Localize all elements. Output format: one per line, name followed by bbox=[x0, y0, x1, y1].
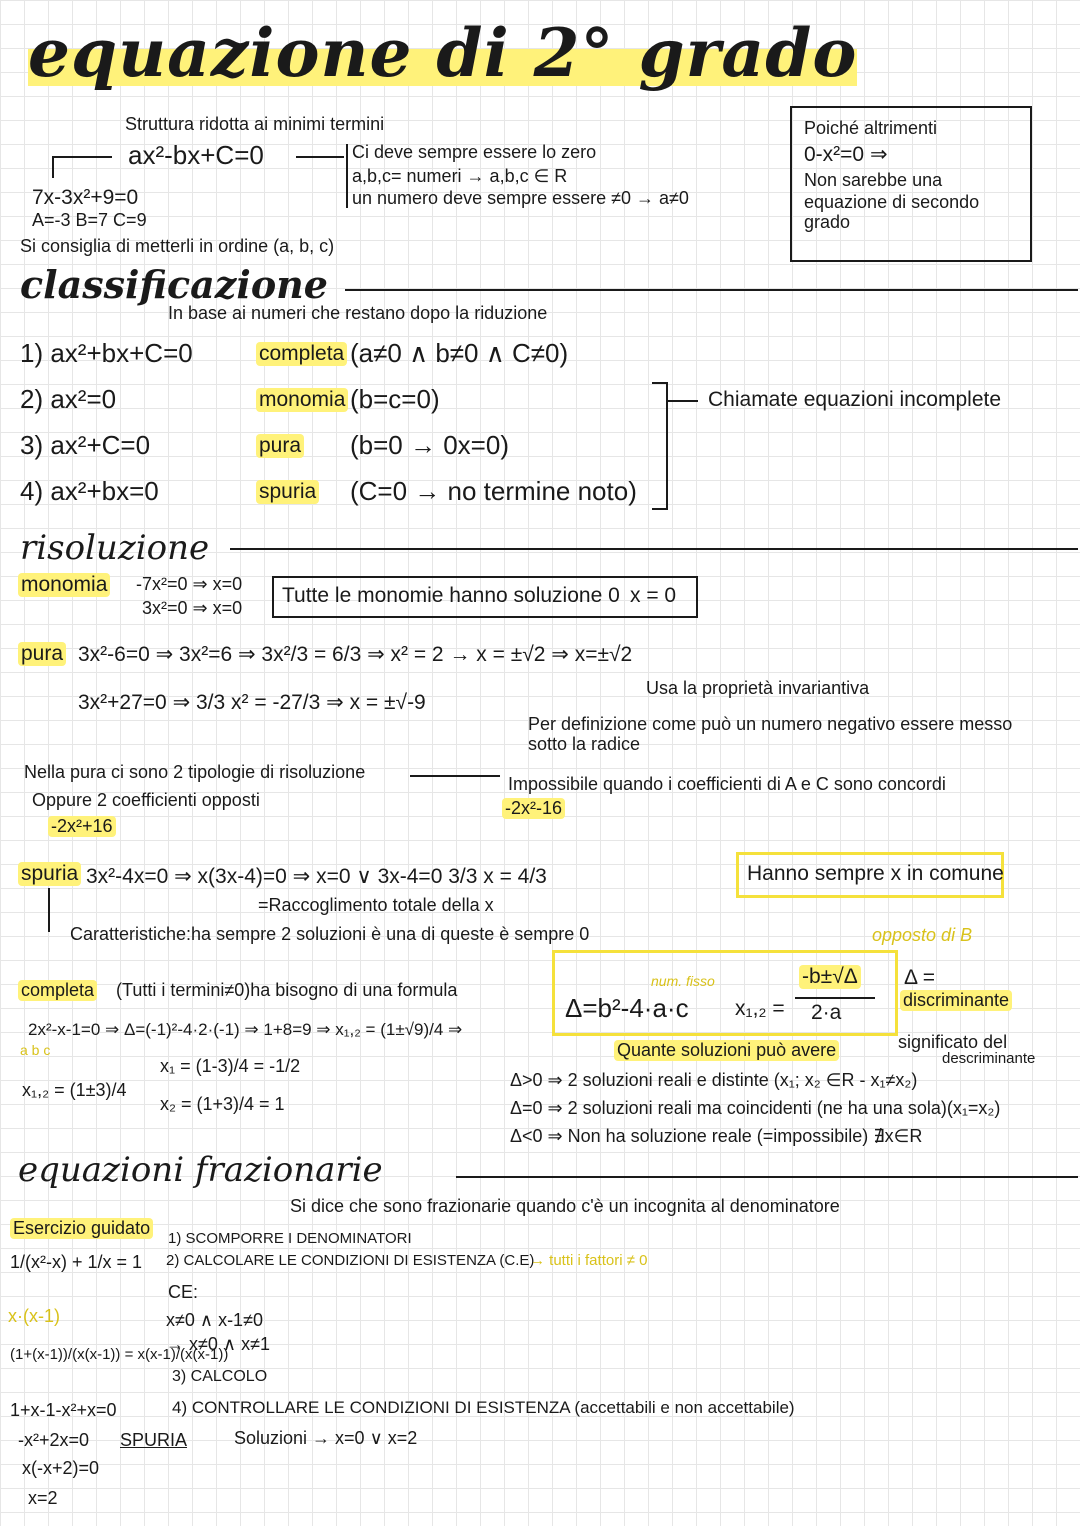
frac-eq3: (1+(x-1))/(x(x-1)) = x(x-1)/(x(x-1)) bbox=[10, 1346, 229, 1363]
discriminante-label: discriminante bbox=[900, 990, 1012, 1011]
example-x2: x₂ = (1+3)/4 = 1 bbox=[160, 1094, 285, 1114]
class-eq-4: 4) ax²+bx=0 bbox=[20, 476, 159, 506]
x12-numerator: -b±√Δ bbox=[799, 965, 861, 989]
box-line: equazione di secondo bbox=[804, 192, 980, 212]
example-equation: 7x-3x²+9=0 bbox=[32, 186, 139, 209]
example-x12: x₁,₂ = (1±3)/4 bbox=[22, 1080, 127, 1100]
delta-formula: Δ=b²-4·a·c bbox=[565, 993, 689, 1023]
class-name-2: monomia bbox=[256, 388, 348, 412]
significato-2: descriminante bbox=[942, 1050, 1036, 1067]
soluzioni: Soluzioni → x=0 ∨ x=2 bbox=[234, 1428, 418, 1448]
completa-example: 2x²-x-1=0 ⇒ Δ=(-1)²-4·2·(-1) ⇒ 1+8=9 ⇒ x₁,₂ = (1±√9)/4 ⇒ bbox=[28, 1020, 463, 1039]
section-rule bbox=[345, 289, 1078, 291]
class-cond-3: (b=0 → 0x=0) bbox=[350, 430, 509, 460]
pura-note2a: Per definizione come può un numero negativo essere messo bbox=[528, 714, 1013, 734]
general-formula: ax²-bx+C=0 bbox=[128, 140, 264, 170]
frac-eq7: x=2 bbox=[28, 1488, 58, 1508]
connector-line bbox=[52, 156, 112, 158]
monomia-box-text: Tutte le monomie hanno soluzione 0 bbox=[282, 584, 620, 607]
spuria-caratteristiche: Caratteristiche:ha sempre 2 soluzioni è una di queste è sempre 0 bbox=[70, 924, 590, 944]
x12-label: x₁,₂ = bbox=[735, 997, 785, 1020]
structure-label: Struttura ridotta ai minimi termini bbox=[125, 114, 385, 134]
pura-eq2: 3x²+27=0 ⇒ 3/3 x² = -27/3 ⇒ x = ±√-9 bbox=[78, 691, 426, 714]
x12-denominator: 2·a bbox=[811, 1001, 842, 1024]
pura-tip bbox=[24, 762, 365, 783]
bracket bbox=[346, 144, 348, 208]
frac-eq1: 1/(x²-x) + 1/x = 1 bbox=[10, 1252, 143, 1272]
monomia-box-x: x = 0 bbox=[630, 584, 677, 607]
frac-eq5: -x²+2x=0 bbox=[18, 1430, 90, 1450]
step-2-note: → tutti i fattori ≠ 0 bbox=[530, 1252, 648, 1269]
spuria-connector bbox=[48, 888, 50, 932]
example-x1: x₁ = (1-3)/4 = -1/2 bbox=[160, 1056, 301, 1076]
pura-note1: Usa la proprietà invariantiva bbox=[646, 678, 870, 698]
section-rule bbox=[456, 1176, 1078, 1178]
frac-eq2: x·(x-1) bbox=[8, 1306, 60, 1326]
section-heading-classificazione: classificazione bbox=[20, 262, 328, 307]
box-line: 0-x²=0 ⇒ bbox=[804, 143, 888, 166]
class-cond-2: (b=c=0) bbox=[350, 384, 440, 414]
class-name-4: spuria bbox=[256, 480, 319, 504]
note-zero: Ci deve sempre essere lo zero bbox=[352, 142, 597, 162]
class-name-1: completa bbox=[256, 342, 347, 366]
section-heading-frazionarie: equazioni frazionarie bbox=[18, 1150, 383, 1190]
section-heading-risoluzione: risoluzione bbox=[20, 528, 210, 568]
class-eq-3: 3) ax²+C=0 bbox=[20, 430, 151, 460]
spuria-label: spuria bbox=[18, 862, 81, 886]
ce-label: CE: bbox=[168, 1282, 199, 1302]
class-name-3: pura bbox=[256, 434, 304, 458]
significato-1: significato del bbox=[898, 1032, 1008, 1052]
connector-line bbox=[296, 156, 344, 158]
note-numbers: a,b,c= numeri → a,b,c ∈ R bbox=[352, 166, 568, 186]
step-1: 1) SCOMPORRE I DENOMINATORI bbox=[168, 1230, 412, 1247]
pura-note2b: sotto la radice bbox=[528, 734, 641, 754]
frac-eq4: 1+x-1-x²+x=0 bbox=[10, 1400, 117, 1420]
pura-label: pura bbox=[18, 642, 66, 666]
delta-case-positive: Δ>0 ⇒ 2 soluzioni reali e distinte (x₁; x₂ ∈R - x₁≠x₂) bbox=[510, 1070, 918, 1090]
pura-impossibile: Impossibile quando i coefficienti di A e C sono concordi bbox=[508, 774, 946, 794]
monomia-box bbox=[272, 576, 698, 618]
note-nonzero: un numero deve sempre essere ≠0 → a≠0 bbox=[352, 188, 689, 208]
spuria-eq: 3x²-4x=0 ⇒ x(3x-4)=0 ⇒ x=0 ∨ 3x-4=0 3/3 x = 4/3 bbox=[86, 865, 547, 888]
page-title: equazione di 2° grado bbox=[28, 14, 858, 92]
fraction-bar bbox=[795, 997, 875, 999]
pura-tip2-eq: -2x²+16 bbox=[48, 816, 116, 837]
connector-line bbox=[52, 156, 54, 178]
class-eq-1: 1) ax²+bx+C=0 bbox=[20, 338, 193, 368]
ce-line2: → x≠0 ∧ x≠1 bbox=[166, 1334, 270, 1354]
incomplete-bracket bbox=[652, 382, 668, 510]
ce-line1: x≠0 ∧ x-1≠0 bbox=[166, 1310, 263, 1330]
class-cond-4: (C=0 → no termine noto) bbox=[350, 476, 637, 506]
delta-case-zero: Δ=0 ⇒ 2 soluzioni reali ma coincidenti (ne ha una sola)(x₁=x₂) bbox=[510, 1098, 1001, 1118]
step-2: 2) CALCOLARE LE CONDIZIONI DI ESISTENZA (C.E) bbox=[166, 1252, 535, 1269]
class-eq-2: 2) ax²=0 bbox=[20, 384, 117, 414]
pura-tip-text: Nella pura ci sono 2 tipologie di risoluzione bbox=[24, 762, 366, 782]
completa-label: completa bbox=[18, 980, 97, 1001]
order-advice: Si consiglia di metterli in ordine (a, b, c) bbox=[20, 236, 335, 256]
step-3: 3) CALCOLO bbox=[172, 1368, 268, 1385]
formula-box bbox=[552, 950, 898, 1036]
pura-impossibile-eq: -2x²-16 bbox=[502, 798, 565, 819]
section-rule bbox=[230, 548, 1078, 550]
spuria-box bbox=[736, 852, 1004, 898]
box-line: Non sarebbe una bbox=[804, 170, 943, 190]
box-line: Poiché altrimenti bbox=[804, 118, 938, 138]
num-fisso-note: num. fisso bbox=[651, 973, 715, 989]
frac-eq6: x(-x+2)=0 bbox=[22, 1458, 100, 1478]
monomia-eq1: -7x²=0 ⇒ x=0 bbox=[136, 574, 243, 594]
spuria-box-text: Hanno sempre x in comune bbox=[747, 862, 1004, 885]
example-coefficients: A=-3 B=7 C=9 bbox=[32, 210, 147, 230]
frac-spuria: SPURIA bbox=[120, 1430, 188, 1450]
esercizio-guidato-label: Esercizio guidato bbox=[10, 1218, 153, 1239]
step-4: 4) CONTROLLARE LE CONDIZIONI DI ESISTENZA (accettabili e non accettabile) bbox=[172, 1398, 795, 1417]
delta-name: Δ = bbox=[904, 966, 935, 989]
classification-sub: In base ai numeri che restano dopo la riduzione bbox=[168, 303, 548, 323]
pura-eq1: 3x²-6=0 ⇒ 3x²=6 ⇒ 3x²/3 = 6/3 ⇒ x² = 2 → x = ±√2 ⇒ x=±√2 bbox=[78, 643, 633, 666]
pura-tip2: Oppure 2 coefficienti opposti bbox=[32, 790, 260, 810]
opposto-note: opposto di B bbox=[872, 925, 973, 945]
example-abc: a b c bbox=[20, 1042, 51, 1058]
class-cond-1: (a≠0 ∧ b≠0 ∧ C≠0) bbox=[350, 338, 569, 368]
spuria-raccoglimento: =Raccoglimento totale della x bbox=[258, 895, 494, 915]
monomia-eq2: 3x²=0 ⇒ x=0 bbox=[142, 598, 243, 618]
frazionarie-definition: Si dice che sono frazionarie quando c'è un incognita al denominatore bbox=[290, 1196, 840, 1216]
completa-text: (Tutti i termini≠0)ha bisogno di una formula bbox=[116, 980, 458, 1000]
incomplete-label: Chiamate equazioni incomplete bbox=[708, 388, 1002, 411]
incomplete-arrow bbox=[668, 400, 698, 402]
monomia-label: monomia bbox=[18, 573, 110, 597]
delta-case-negative: Δ<0 ⇒ Non ha soluzione reale (=impossibile) ∄x∈R bbox=[510, 1126, 923, 1146]
quante-soluzioni: Quante soluzioni può avere bbox=[614, 1040, 839, 1061]
degree-note-box bbox=[790, 106, 1032, 262]
box-line: grado bbox=[804, 212, 851, 232]
pura-tip-arrow bbox=[410, 775, 500, 777]
